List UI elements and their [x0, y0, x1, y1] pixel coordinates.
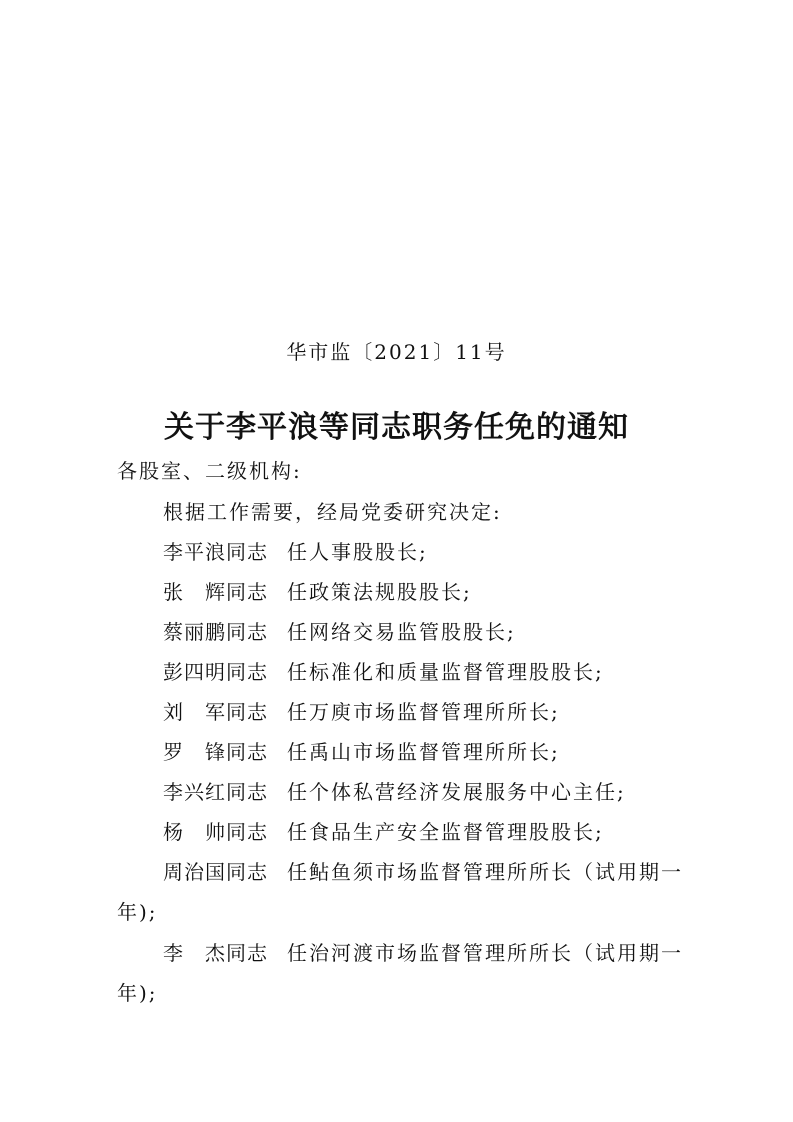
appointment-item — [163, 817, 604, 847]
appointment-item — [163, 857, 683, 887]
appointee-name: 蔡丽鹏同志 — [163, 620, 267, 644]
appointment-item — [163, 577, 472, 607]
appointee-name: 李 杰同志 — [163, 941, 267, 965]
appointment-continuation: 年); — [117, 981, 158, 1005]
intro-paragraph: 根据工作需要，经局党委研究决定: — [163, 500, 502, 524]
appointee-name: 李兴红同志 — [163, 780, 267, 804]
appointment-role: 任政策法规股股长; — [287, 580, 472, 604]
appointment-role: 任鲇鱼须市场监督管理所所长（试用期一 — [287, 860, 683, 884]
appointee-name: 杨 帅同志 — [163, 820, 267, 844]
appointment-item — [163, 657, 604, 687]
appointment-continuation: 年); — [117, 900, 158, 924]
appointment-item — [163, 737, 560, 767]
appointee-name: 刘 军同志 — [163, 700, 267, 724]
appointee-name: 李平浪同志 — [163, 540, 267, 564]
appointment-role: 任治河渡市场监督管理所所长（试用期一 — [287, 941, 683, 965]
document-number: 华市监〔2021〕11号 — [286, 340, 507, 364]
appointee-name: 张 辉同志 — [163, 580, 267, 604]
appointee-name: 彭四明同志 — [163, 660, 267, 684]
document-title: 关于李平浪等同志职务任免的通知 — [164, 410, 629, 445]
appointment-role: 任个体私营经济发展服务中心主任; — [287, 780, 626, 804]
appointment-item — [163, 537, 428, 567]
appointment-role: 任网络交易监管股股长; — [287, 620, 516, 644]
salutation: 各股室、二级机构: — [117, 459, 302, 483]
appointee-name: 周治国同志 — [163, 860, 267, 884]
appointment-item — [163, 697, 560, 727]
appointment-role: 任万庾市场监督管理所所长; — [287, 700, 560, 724]
appointment-item — [163, 938, 683, 968]
appointee-name: 罗 锋同志 — [163, 740, 267, 764]
appointment-role: 任人事股股长; — [287, 540, 428, 564]
appointment-item — [163, 617, 516, 647]
appointment-item — [163, 777, 626, 807]
appointment-role: 任食品生产安全监督管理股股长; — [287, 820, 604, 844]
appointment-role: 任标准化和质量监督管理股股长; — [287, 660, 604, 684]
appointment-role: 任禹山市场监督管理所所长; — [287, 740, 560, 764]
